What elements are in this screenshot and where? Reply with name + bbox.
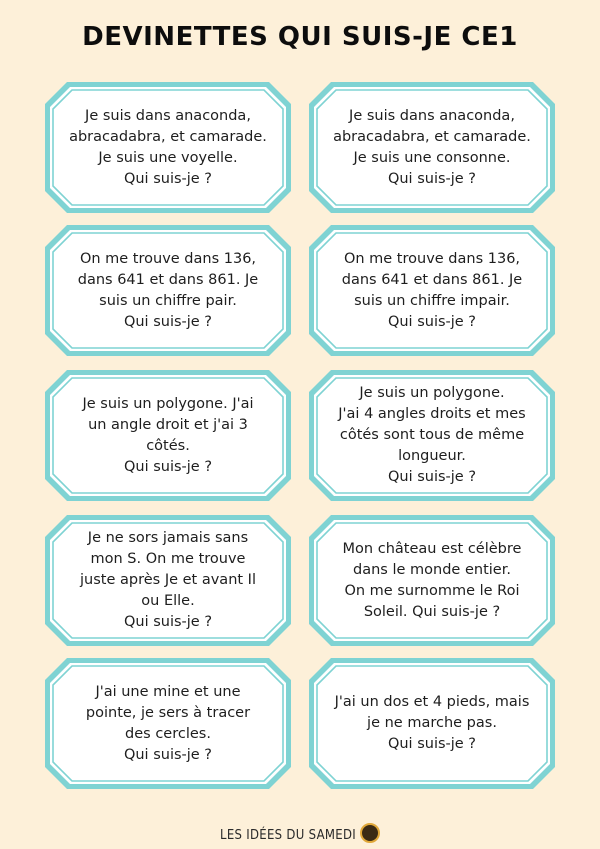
riddle-line: juste après Je et avant Il bbox=[80, 572, 256, 588]
riddle-line: Qui suis-je ? bbox=[123, 313, 213, 330]
riddle-line: abracadabra, et camarade. bbox=[69, 128, 267, 145]
riddle-line: longueur. bbox=[398, 448, 466, 464]
riddle-line: Qui suis-je ? bbox=[387, 736, 477, 752]
riddle-line: dans le monde entier. bbox=[353, 561, 511, 578]
riddle-line: un angle droit et j'ai 3 bbox=[88, 416, 248, 433]
riddle-card bbox=[44, 369, 292, 502]
riddle-line: Je suis une voyelle. bbox=[98, 149, 238, 166]
riddle-card bbox=[308, 369, 556, 502]
riddle-line: côtés. bbox=[146, 437, 190, 454]
riddle-text bbox=[332, 514, 532, 647]
footer-brand bbox=[0, 823, 600, 843]
riddle-line: suis un chiffre impair. bbox=[354, 292, 510, 309]
riddle-line: des cercles. bbox=[125, 725, 211, 742]
riddle-text bbox=[68, 81, 268, 214]
riddle-line: mon S. On me trouve bbox=[90, 551, 246, 567]
riddle-line: je ne marche pas. bbox=[367, 715, 497, 731]
riddle-card bbox=[44, 224, 292, 357]
riddle-line: Qui suis-je ? bbox=[123, 746, 213, 763]
riddle-text bbox=[332, 81, 532, 214]
riddle-card bbox=[308, 224, 556, 357]
riddle-line: Qui suis-je ? bbox=[387, 170, 477, 187]
riddle-text bbox=[332, 657, 532, 790]
riddle-text bbox=[332, 369, 532, 502]
riddle-line: Je suis une consonne. bbox=[353, 149, 511, 166]
riddle-line: dans 641 et dans 861. Je bbox=[77, 271, 259, 288]
riddle-card bbox=[44, 514, 292, 647]
riddle-line: Mon château est célèbre bbox=[342, 540, 522, 557]
riddle-line: Qui suis-je ? bbox=[123, 458, 213, 475]
riddle-line: Je suis un polygone. J'ai bbox=[82, 395, 254, 412]
riddle-text bbox=[68, 369, 268, 502]
riddle-line: J'ai 4 angles droits et mes bbox=[338, 406, 526, 422]
riddle-line: abracadabra, et camarade. bbox=[333, 128, 531, 145]
riddle-line: suis un chiffre pair. bbox=[99, 292, 237, 309]
riddle-line: Je suis un polygone. bbox=[359, 385, 505, 401]
riddle-line: côtés sont tous de même bbox=[339, 427, 525, 443]
riddle-text bbox=[68, 657, 268, 790]
riddle-line: dans 641 et dans 861. Je bbox=[341, 271, 523, 288]
riddle-line: pointe, je sers à tracer bbox=[85, 704, 251, 721]
riddle-line: Je suis dans anaconda, bbox=[85, 107, 251, 124]
riddle-line: J'ai un dos et 4 pieds, mais bbox=[334, 694, 530, 710]
riddle-line: Je suis dans anaconda, bbox=[349, 107, 515, 124]
riddle-text bbox=[332, 224, 532, 357]
riddle-line: On me surnomme le Roi bbox=[344, 582, 520, 599]
riddle-card bbox=[308, 81, 556, 214]
riddle-line: ou Elle. bbox=[141, 593, 195, 609]
riddle-card bbox=[44, 657, 292, 790]
riddle-card bbox=[44, 81, 292, 214]
riddle-line: Qui suis-je ? bbox=[387, 313, 477, 330]
riddle-line: J'ai une mine et une bbox=[95, 683, 241, 700]
riddle-line: Qui suis-je ? bbox=[123, 170, 213, 187]
riddle-line: On me trouve dans 136, bbox=[79, 250, 257, 267]
page-title: DEVINETTES QUI SUIS-JE CE1 bbox=[82, 22, 518, 52]
brand-logo-icon bbox=[360, 823, 380, 843]
riddle-card bbox=[308, 657, 556, 790]
footer-brand-text: LES IDÉES DU SAMEDI bbox=[220, 828, 356, 843]
riddle-line: Qui suis-je ? bbox=[387, 469, 477, 485]
riddle-card bbox=[308, 514, 556, 647]
riddle-line: Soleil. Qui suis-je ? bbox=[363, 603, 501, 620]
riddle-line: Je ne sors jamais sans bbox=[87, 530, 249, 546]
riddle-text bbox=[68, 514, 268, 647]
riddle-text bbox=[68, 224, 268, 357]
riddle-line: Qui suis-je ? bbox=[123, 614, 213, 630]
riddle-line: On me trouve dans 136, bbox=[343, 250, 521, 267]
